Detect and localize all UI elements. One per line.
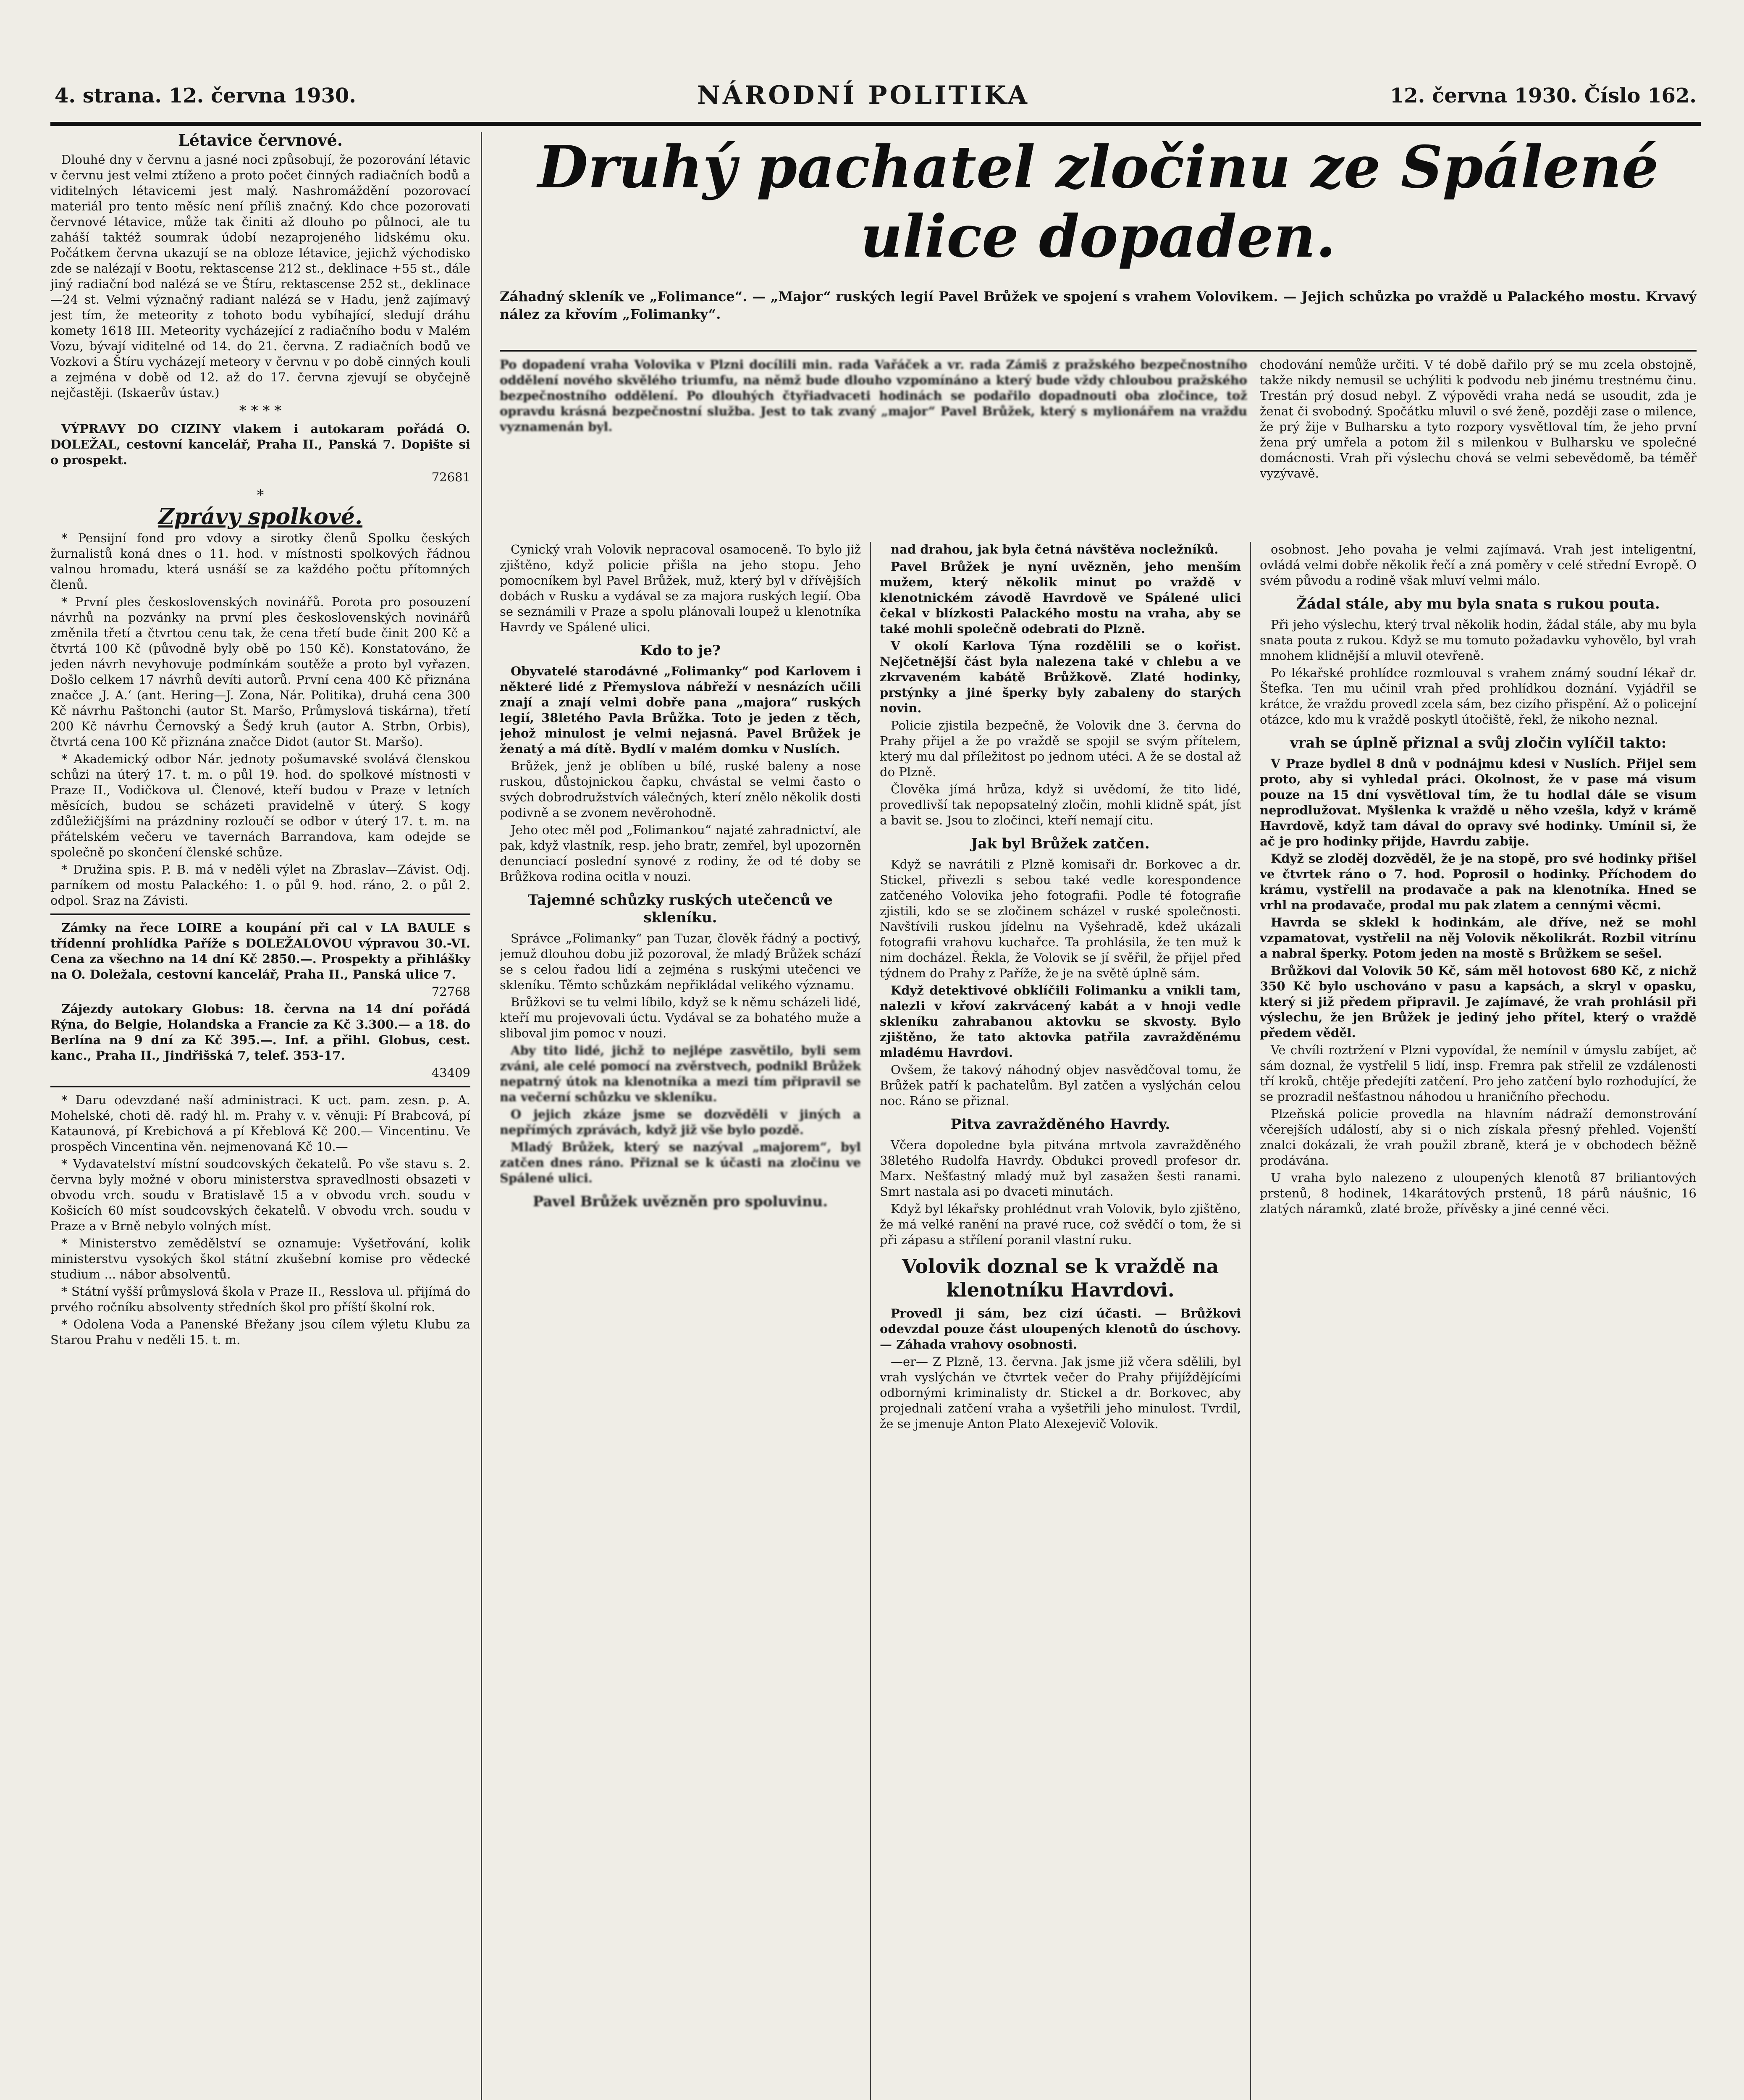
article-deck: Záhadný skleník ve „Folimance“. — „Major“ ruských legií Pavel Brůžek ve spojení s vrahem Volovikem. — Jejich schůzka po vraždě u Palackého mostu. Krvavý nález za křovím „Folimanky“. xyxy=(500,288,1697,352)
article-column-c xyxy=(1260,542,1697,2100)
article-paragraph: Pavel Brůžek je nyní uvězněn, jeho menším mužem, který několik minut po vraždě v klenotnickém závodě Havrdově ve Spálené ulici čekal v blízkosti Palackého mostu na vraha, aby se také mohli společně odebrati do Plzně. xyxy=(880,559,1241,636)
article-paragraph: Plzeňská policie provedla na hlavním nádraží demonstrování včerejších událostí, aby si o nich získala přesný přehled. Vojenští znalci dokázali, že vrah použil zbraně, která je v obchodech běžně prodávána. xyxy=(1260,1107,1697,1168)
news-item: * Pensijní fond pro vdovy a sirotky členů Spolku českých žurnalistů koná dnes o 11. hod. v místnosti spolkových řádnou valnou hromadu, která usnáší se za každého počtu přítomných členů. xyxy=(50,531,470,592)
article-paragraph: Brůžkovi dal Volovik 50 Kč, sám měl hotovost 680 Kč, z nichž 350 Kč bylo uschováno v pasu a kapsách, a skryl v opasku, který si již předem připravil. Je zajímavé, že vrah prohlásil při výslechu, že jen Brůžek je jediný jeho přítel, který o vraždě předem věděl. xyxy=(1260,963,1697,1040)
subheading-volovik: Volovik doznal se k vraždě na klenotníku Havrdovi. xyxy=(902,1255,1219,1301)
ad-code: 43409 xyxy=(431,1066,470,1080)
article-paragraph: V okolí Karlova Týna rozdělili se o kořist. Nejčetnější část byla nalezena také v chlebu a ve zkrvaveném kabátě Brůžkově. Zlaté hodinky, prstýnky a jiné šperky byly zabaleny do starých novin. xyxy=(880,639,1241,715)
page-number-date: 4. strana. 12. června 1930. xyxy=(55,84,357,108)
subheading: Jak byl Brůžek zatčen. xyxy=(971,835,1150,852)
article-paragraph: Když se navrátili z Plzně komisaři dr. Borkovec a dr. Stickel, přivezli s sebou také vedle korespondence zatčeného Volovika jeho fotografii. Podle té fotografie zjistili, kdo se se zločinem scházel v ruské společnosti. Navštívili ruskou jídelnu na Vyšehradě, kdež ukázali fotografii vrahovu kuchařce. Ta prohlásila, že ten muž k nim docházel. Řekla, že Volovik se jí svěřil, že přijel před týdnem do Prahy z Paříže, že je na světě úplně sám. xyxy=(880,857,1241,980)
news-item: * Odolena Voda a Panenské Břežany jsou cílem výletu Klubu za Starou Prahu v neděli 15. t. m. xyxy=(50,1317,470,1347)
subheading: Žádal stále, aby mu byla snata s rukou pouta. xyxy=(1296,596,1660,612)
letavice-body: Dlouhé dny v červnu a jasné noci způsobují, že pozorování létavic v červnu jest velmi ztíženo a proto počet činných radiačních bodů a viditelných létavicemi jest malý. Nashromáždění pozorovací materiál pro tento měsíc není příliš značný. Kdo chce pozorovati červnové létavice, může tak činiti až dlouho po půlnoci, ale tu zaháší taktéž soumrak údobí nezaprojeného lidskému oku. Počátkem června ukazují se na obloze létavice, jejichž východisko zde se nalézají v Bootu, rektascense 212 st., deklinace +55 st., dále jiný radiační bod nalézá se ve Štíru, rektascense 252 st., deklinace —24 st. Velmi význačný radiant nalézá se v Hadu, jenž zajímavý jest tím, že meteority z tohoto bodu vybíhající, sledují dráhu komety 1618 III. Meteority vycházející z radiačního bodu v Malém Vozu, bývají viditelné od 14. do 21. června. Z radiačních bodů ve Vozkovi a Štíru vycházejí meteory v červnu v po době cinných kouli a zejména v době od 12. až do 17. června zjevují se obyčejně nejčastěji. (Iskaerův ústav.) xyxy=(50,152,470,400)
subheading: Kdo to je? xyxy=(640,642,721,659)
date-issue-number: 12. června 1930. Číslo 162. xyxy=(1390,84,1697,108)
separator-stars: * * * * xyxy=(239,402,282,419)
article-paragraph: Člověka jímá hrůza, když si uvědomí, že tito lidé, provedlivší tak nepopsatelný zločin, mohli klidně spát, jíst a bavit se. Jsou to zločinci, kteří nemají citu. xyxy=(880,782,1241,827)
article-paragraph: O jejich zkáze jsme se dozvěděli v jiných a nepřímých zprávách, když již vše bylo pozdě. xyxy=(500,1107,861,1137)
ad-globus: Zájezdy autokary Globus: 18. června na 14 dní pořádá Rýna, do Belgie, Holandska a Francie za Kč 3.300.— a 18. do Berlína na 9 dní za Kč 395.—. Inf. a přihl. Globus, cest. kanc., Praha II., Jindřišská 7, telef. 353-17. xyxy=(50,1002,470,1063)
ad-code: 72768 xyxy=(431,984,470,999)
news-item: * První ples československých novinářů. Porota pro posouzení návrhů na pozvánky na první ples československých novinářů změnila třetí a čtvrtou cenu tak, že cena třetí bude činit 200 Kč a čtvrtá 100 Kč (původně byly obě po 150 Kč). Konstatováno, že jeden návrh nevyhovuje podmínkám soutěže a proto byl vyřazen. Došlo celkem 17 návrhů devíti autorů. První cena 400 Kč přiznána značce ‚J. A.‘ (ant. Hering—J. Zona, Nár. Politika), druhá cena 300 Kč návrhu Paštonchi (autor St. Maršo, Průmyslová tiskárna), třetí 200 Kč návrhu Černovský a Šedý kruh (autor A. Strbn, Orbis), čtvrtá cena 100 Kč přiznána značce Didot (autor St. Maršo). xyxy=(50,595,470,749)
ad-code: 72681 xyxy=(431,470,470,484)
article-paragraph: Havrda se sklekl k hodinkám, ale dříve, než se mohl vzpamatovat, vystřelil na něj Volovik několikrát. Rozbil vitrínu a nabral šperky. Potom jeden na mostě s Brůžkem se sešel. xyxy=(1260,915,1697,961)
subheading: vrah se úplně přiznal a svůj zločin vylíčil takto: xyxy=(1290,735,1667,751)
ad-dolezal-trips: VÝPRAVY DO CIZINY vlakem i autokaram pořádá O. DOLEŽAL, cestovní kancelář, Praha II., Panská 7. Dopište si o prospekt. xyxy=(50,422,470,467)
left-column xyxy=(50,132,482,2100)
newspaper-page xyxy=(50,76,1701,2100)
article-paragraph: Aby tito lidé, jichž to nejlépe zasvětilo, byli sem zváni, ale celé pomocí na zvěrstvech, podnikl Brůžek nepatrný útok na klenotníka a mezi tím připravil se na večerní schůzku ve skleníku. xyxy=(500,1043,861,1104)
article-paragraph: osobnost. Jeho povaha je velmi zajímavá. Vrah jest inteligentní, ovládá velmi dobře několik řečí a zná poměry v celé střední Evropě. O svém původu a rodině však mluví velmi málo. xyxy=(1260,542,1697,588)
article-lead: Po dopadení vraha Volovika v Plzni docílili min. rada Vařáček a vr. rada Zámiš z pražského bezpečnostního oddělení nového skvělého triumfu, na němž bude dlouho vzpomínáno a který bude vždy chloubou pražského bezpečnostního oddělení. Po dlouhých čtyřiadvaceti hodinách se podařilo dopadnouti oba zločince, tož opravdu krásná bezpečnostní služba. Jest to tak zvaný „major“ Pavel Brůžek, který s mylionářem na vraždu vyznamenán byl. xyxy=(500,357,1247,434)
article-paragraph: Obyvatelé starodávné „Folimanky“ pod Karlovem i některé lidé z Přemyslova nábřeží v nesnázích učili znají a znají velmi dobře pana „majora“ ruských legií, 38letého Pavla Brůžka. Toto je jeden z těch, jehož minulost je velmi nejasná. Pavel Brůžek je ženatý a má dítě. Bydlí v malém domku v Nuslích. xyxy=(500,664,861,756)
newspaper-title: NÁRODNÍ POLITIKA xyxy=(697,81,1030,110)
article-paragraph: nad drahou, jak byla četná návštěva nocležníků. xyxy=(891,542,1219,556)
news-item: * Daru odevzdané naší administraci. K uct. pam. zesn. p. A. Mohelské, choti dě. radý hl. m. Prahy v. v. věnuji: Pí Brabcová, pí Kataunová, pí Krebichová a pí Křeblová Kč 200.— Vincentinu. Ve prospěch Vincentina věn. nejmenovaná Kč 10.— xyxy=(50,1093,470,1154)
section-title-spolkove: Zprávy spolkové. xyxy=(158,504,363,530)
article-paragraph: Brůžkovi se tu velmi líbilo, když se k němu scházeli lidé, kteří mu projevovali úctu. Vydával se za bohatého muže a sliboval jim pomoc v nouzi. xyxy=(500,995,861,1040)
article-headline: Druhý pachatel zločinu ze Spálené ulice dopaden. xyxy=(538,133,1659,270)
article-paragraph: V Praze bydlel 8 dnů v podnájmu kdesi v Nuslích. Přijel sem proto, aby si vyhledal práci. Okolnost, že v pase má visum pouze na 15 dní vysvětloval tím, že tu hodlal dále se visum neprodlužovat. Myšlenka k vraždě u něho vzešla, když v krámě Havrdově, když tam dával do opravy své hodinky. Umínil si, že ač je pro hodinky přijde, Havrdu zabije. xyxy=(1260,756,1697,848)
divider xyxy=(50,914,470,915)
ad-loire: Zámky na řece LOIRE a koupání při cal v LA BAULE s třídenní prohlídka Paříže s DOLEŽALOVOU výpravou 30.-VI. Cena za všechno na 14 dní Kč 2850.—. Prospekty a přihlášky na O. Doležala, cestovní kancelář, Praha II., Panská ulice 7. xyxy=(50,921,470,982)
article-paragraph: Správce „Folimanky“ pan Tuzar, člověk řádný a poctivý, jemuž dlouhou dobu již pozoroval, že mladý Brůžek schází se s celou řadou lidí a zejména s ruskými utečenci ve skleníku. Těmto schůzkám nepřikládal velikého významu. xyxy=(500,931,861,992)
news-item: * Družina spis. P. B. má v neděli výlet na Zbraslav—Závist. Odj. parníkem od mostu Palackého: 1. o půl 9. hod. ráno, 2. o půl 2. odpol. Sraz na Závisti. xyxy=(50,862,470,908)
article-paragraph: Když byl lékařsky prohlédnut vrah Volovik, bylo zjištěno, že má velké ranění na pravé ruce, což svědčí o tom, že si při zápasu a střílení poranil vlastní ruku. xyxy=(880,1202,1241,1247)
subheading: Pavel Brůžek uvězněn pro spoluvinu. xyxy=(532,1193,828,1210)
article-paragraph: Když se zloděj dozvěděl, že je na stopě, pro své hodinky přišel ve čtvrtek ráno o 7. hod. Poprosil o hodinky. Příchodem do krámu, vystřelil na prodavače a pak na klenotníka. Hned se vrhl na prodavače, prodal mu pak zlatem a cennými věcmi. xyxy=(1260,851,1697,912)
article-paragraph: Policie zjistila bezpečně, že Volovik dne 3. června do Prahy přijel a že po vraždě se spojil se svým přítelem, který mu dal příležitost po jednom utéci. A že se dostal až do Plzně. xyxy=(880,718,1241,779)
article-paragraph: Brůžek, jenž je oblíben u bílé, ruské baleny a nose ruskou, důstojnickou čapku, chvástal se velmi často o svých dobrodružstvích válečných, kterí znělo několik dosti podivně a se zvonem nevěrohodně. xyxy=(500,759,861,820)
subheading: Tajemné schůzky ruských utečenců ve skleníku. xyxy=(527,892,833,926)
divider xyxy=(50,1086,470,1087)
article-column-b xyxy=(880,542,1251,2100)
article-paragraph: Ve chvíli roztržení v Plzni vypovídal, že nemínil v úmyslu zabíjet, ač sám doznal, že vystřelil 5 lidí, insp. Fremra pak střelil ze vzdálenosti tří kroků, chtěje předejíti zatčení. Pro jeho zatčení bylo rozhodující, že se prozradil nešťastnou náhodou u hraničního přechodu. xyxy=(1260,1043,1697,1104)
article-paragraph: Mladý Brůžek, který se nazýval „majorem“, byl zatčen dnes ráno. Přiznal se k účasti na zločinu ve Spálené ulici. xyxy=(500,1140,861,1185)
article-paragraph: —er— Z Plzně, 13. června. Jak jsme již včera sdělili, byl vrah vyslýchán ve čtvrtek večer do Prahy přijíždějícími odbornými kriminalisty dr. Stickel a dr. Borkovec, aby projednali zatčení vraha a vyšetřili jeho minulost. Tvrdil, že se jmenuje Anton Plato Alexejevič Volovik. xyxy=(880,1354,1241,1431)
separator-star: * xyxy=(257,487,264,504)
article-paragraph: Cynický vrah Volovik nepracoval osamoceně. To bylo již zjištěno, když policie přišla na jeho stopu. Jeho pomocníkem byl Pavel Brůžek, muž, který byl v dřívějších dobách v Rusku a vydával se za majora ruských legií. Oba se seznámili v Praze a spolu plánovali loupež u klenotníka Havrdy ve Spálené ulici. xyxy=(500,542,861,634)
article-paragraph: Ovšem, že takový náhodný objev nasvědčoval tomu, že Brůžek patří k pachatelům. Byl zatčen a vyslýchán celou noc. Ráno se přiznal. xyxy=(880,1063,1241,1108)
news-item: * Ministerstvo zemědělství se oznamuje: Vyšetřování, kolik ministerstvu vysokých škol státní zkušební komise pro vědecké studium ... nábor absolventů. xyxy=(50,1236,470,1281)
article-paragraph: Po lékařské prohlídce rozmlouval s vrahem známý soudní lékař dr. Štefka. Ten mu učinil vrah před prohlídkou doznání. Vyjádřil se krátce, že vraždu provedl zcela sám, bez cizího přispění. Až o policejní otázce, kdo mu k vraždě poskytl útočiště, řekl, že nikoho neznal. xyxy=(1260,666,1697,727)
article-lead-right: chodování nemůže určiti. V té době dařilo prý se mu zcela obstojně, takže nikdy nemusil se uchýliti k podvodu neb jinému trestnému činu. Trestán prý dosud nebyl. Z výpovědi vraha nedá se usoudit, zda je ženat či svobodný. Spočátku mluvil o své ženě, později zase o milence, že prý žije v Bulharsku a tyto rozpory vysvětloval tím, že jeho první žena prý umřela a potom žil s milenkou v Bulharsku ve společné domácnosti. Vrah při výslechu chová se velmi sebevědomě, ba téměř vyzývavě. xyxy=(1260,357,1697,480)
article-paragraph: Provedl ji sám, bez cizí účasti. — Brůžkovi odevzdal pouze část uloupených klenotů do úschovy. — Záhada vrahovy osobnosti. xyxy=(880,1306,1241,1352)
article-paragraph: Při jeho výslechu, který trval několik hodin, žádal stále, aby mu byla snata pouta z rukou. Když se mu tomuto požadavku vyhovělo, byl vrah mnohem klidnější a mluvil otevřeně. xyxy=(1260,617,1697,663)
news-item: * Státní vyšší průmyslová škola v Praze II., Resslova ul. přijímá do prvého ročníku absolventy středních škol pro příští školní rok. xyxy=(50,1284,470,1314)
masthead xyxy=(50,76,1701,126)
news-item: * Akademický odbor Nár. jednoty pošumavské svolává členskou schůzi na úterý 17. t. m. o půl 19. hod. do spolkové místnosti v Praze II., Vodičkova ul. Členové, kteří budou v Praze v letních měsících, budou se scházeti pravidelně v úterý. S kogy zdůležičjšími na prázdniny rozloučí se odbor v úterý 17. t. m. na přátelském večeru ve tavernách Barrandova, kam odejde se společně po skončení členské schůze. xyxy=(50,752,470,859)
subheading: Pitva zavražděného Havrdy. xyxy=(950,1116,1170,1133)
article-paragraph: Když detektivové obklíčili Folimanku a vnikli tam, nalezli v křoví zakrvácený kabát a v hnoji vedle skleníku zahrabanou aktovku se skvosty. Bylo zjištěno, že tato aktovka patřila zavražděnému mladému Havrdovi. xyxy=(880,983,1241,1060)
article-paragraph: Včera dopoledne byla pitvána mrtvola zavražděného 38letého Rudolfa Havrdy. Obdukci provedl profesor dr. Marx. Nešťastný mladý muž byl zasažen šesti ranami. Smrt nastala asi po dvaceti minutách. xyxy=(880,1138,1241,1199)
article-paragraph: Jeho otec měl pod „Folimankou“ najaté zahradnictví, ale pak, když vlastník, resp. jeho bratr, zemřel, byl upozorněn denunciací poslední synové z rodiny, že od té doby se Brůžkova rodina ocitla v nouzi. xyxy=(500,823,861,884)
article-paragraph: U vraha bylo nalezeno z uloupených klenotů 87 briliantových prstenů, 8 hodinek, 14karátových prstenů, 18 párů náušnic, 16 zlatých náramků, zlaté brože, přívěsky a jiné cenné věci. xyxy=(1260,1171,1697,1216)
article-column-a xyxy=(500,542,871,2100)
news-item: * Vydavatelství místní soudcovských čekatelů. Po vše stavu s. 2. června byly možné v oboru ministerstva spravedlnosti obsazeti v obvodu vrch. soudu v Bratislavě 15 a v obvodu vrch. soudu v Košicích 60 míst soudcovských čekatelů. V obvodu vrch. soudu v Praze a v Brně nebylo volných míst. xyxy=(50,1157,470,1233)
section-title-letavice: Létavice červnové. xyxy=(178,132,343,150)
